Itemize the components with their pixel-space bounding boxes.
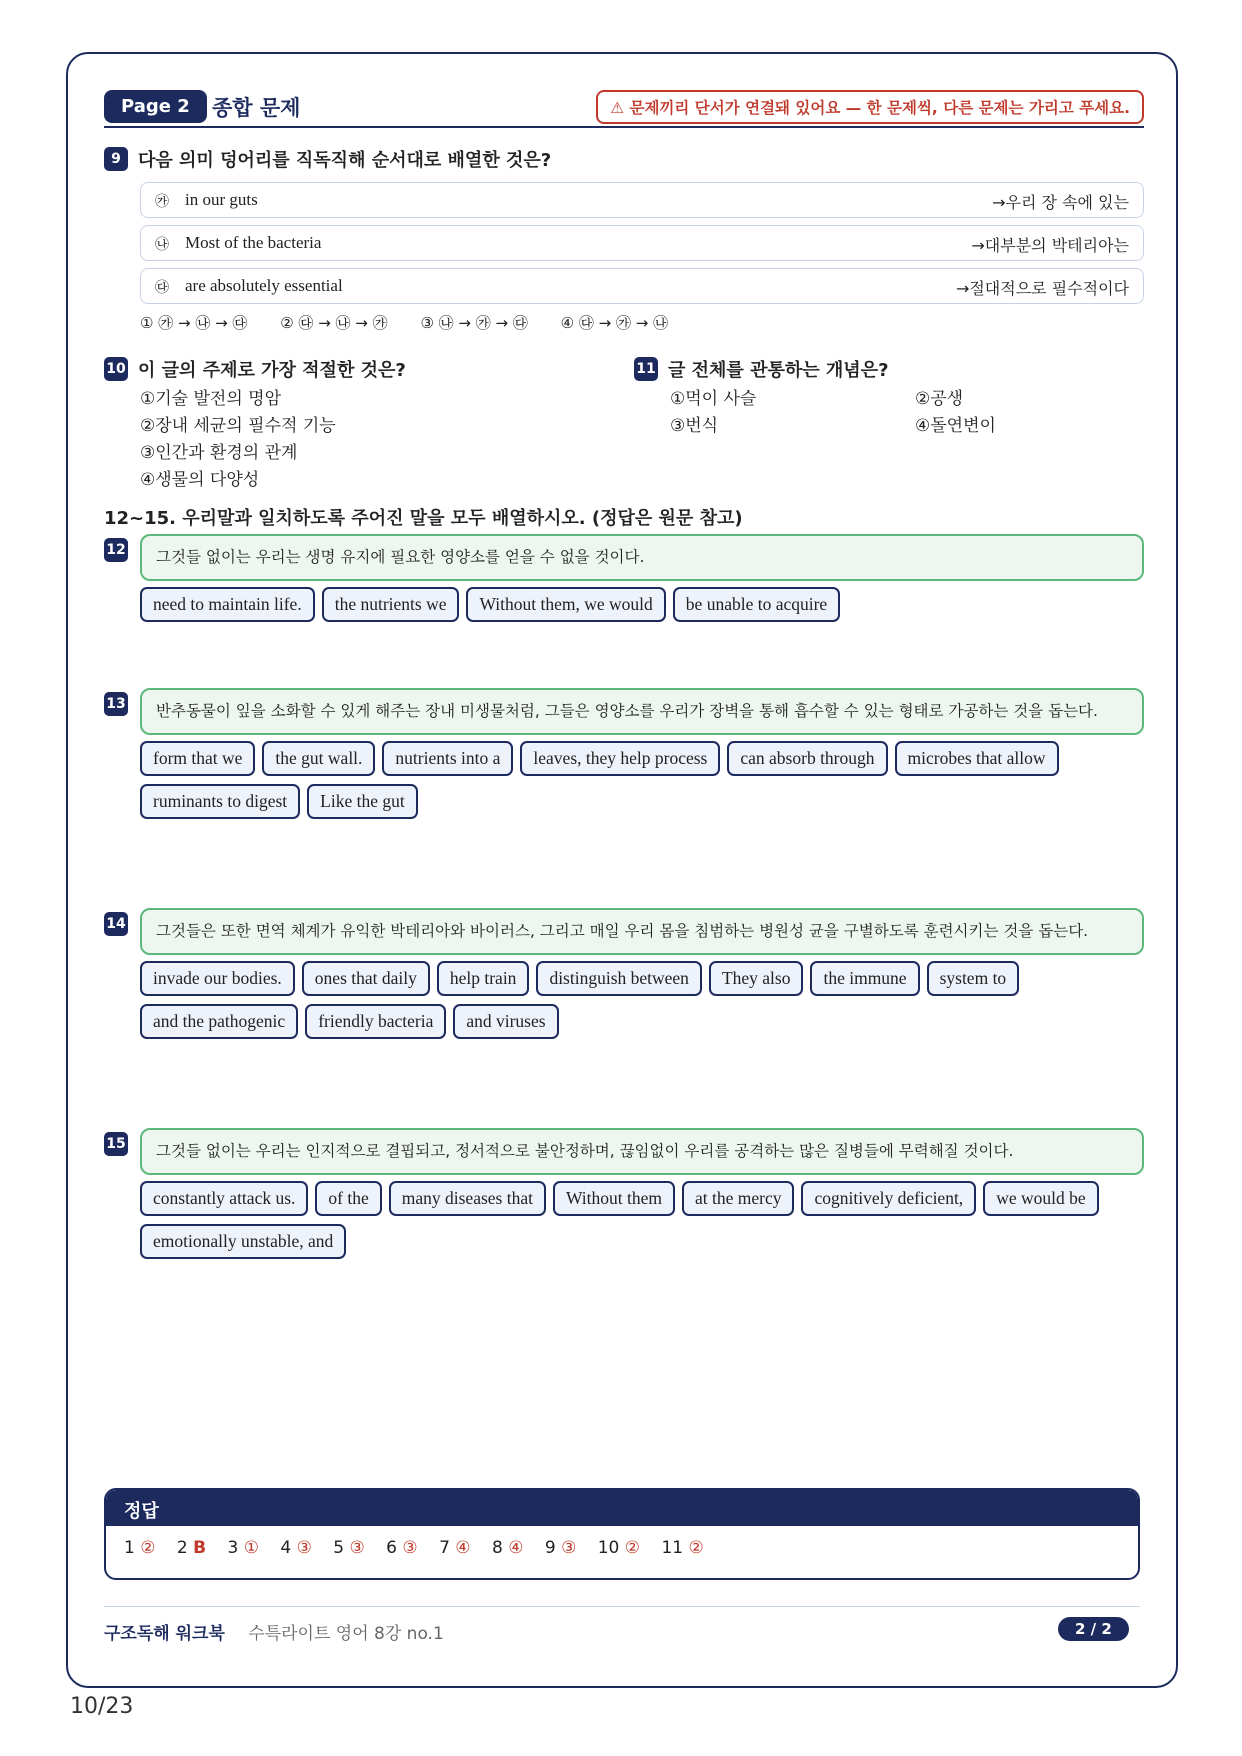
word-chip[interactable]: constantly attack us. [140,1181,308,1216]
option[interactable]: ①기술 발전의 명암 [140,389,282,409]
word-chip[interactable]: the immune [810,961,919,996]
word-chip[interactable]: ruminants to digest [140,784,300,819]
q9-options [140,312,1144,333]
option[interactable]: ① ㉮ → ㉯ → ㉰ [140,314,248,332]
word-chip[interactable]: at the mercy [682,1181,794,1216]
question-12 [104,534,1144,622]
page-header [104,88,1144,128]
question-number: 15 [104,1132,128,1156]
word-chip[interactable]: form that we [140,741,255,776]
word-chips [140,1181,1150,1259]
question-11 [634,356,1144,440]
chunk-english: Most of the bacteria [185,233,322,252]
korean-sentence: 반추동물이 잎을 소화할 수 있게 해주는 장내 미생물처럼, 그들은 영양소를 우리가 장벽을 통해 흡수할 수 있는 형태로 가공하는 것을 돕는다. [140,688,1144,735]
chunk-korean: →우리 장 속에 있는 [992,193,1129,212]
chunk-symbol: ㉯ [155,237,169,253]
question-number: 11 [634,357,658,381]
chunk-korean: →대부분의 박테리아는 [971,236,1129,255]
word-chip[interactable]: ones that daily [302,961,430,996]
answer-title: 정답 [106,1490,1138,1526]
question-number: 9 [104,147,128,171]
option[interactable]: ③번식 [670,416,719,436]
answer-item: 3 ① [227,1538,259,1558]
word-chip[interactable]: emotionally unstable, and [140,1224,346,1259]
question-number: 10 [104,357,128,381]
word-chip[interactable]: and the pathogenic [140,1004,298,1039]
word-chip[interactable]: distinguish between [536,961,702,996]
chunk-english: are absolutely essential [185,276,343,295]
word-chip[interactable]: the nutrients we [322,587,460,622]
option[interactable]: ③인간과 환경의 관계 [140,443,298,463]
option[interactable]: ②공생 [915,389,964,409]
chunk-symbol: ㉮ [155,194,169,210]
question-14 [104,908,1144,1039]
word-chips [140,587,1150,622]
word-chip[interactable]: system to [927,961,1020,996]
option[interactable]: ④생물의 다양성 [140,470,260,490]
document-page-count: 10/23 [70,1694,134,1719]
answer-item: 11 ② [661,1538,704,1558]
question-text: 글 전체를 관통하는 개념은? [668,360,889,381]
question-number: 13 [104,692,128,716]
question-text: 다음 의미 덩어리를 직독직해 순서대로 배열한 것은? [138,150,552,171]
chunk-korean: →절대적으로 필수적이다 [955,279,1129,298]
option[interactable]: ② ㉰ → ㉯ → ㉮ [280,314,388,332]
answer-item: 5 ③ [333,1538,365,1558]
question-text: 이 글의 주제로 가장 적절한 것은? [138,360,406,381]
footer [104,1619,444,1644]
word-chip[interactable]: nutrients into a [382,741,513,776]
option[interactable]: ①먹이 사슬 [670,389,757,409]
word-chip[interactable]: be unable to acquire [673,587,840,622]
answer-item: 9 ③ [544,1538,577,1558]
word-chips [140,741,1150,819]
word-chip[interactable]: leaves, they help process [520,741,720,776]
word-chip[interactable]: They also [709,961,804,996]
warning-notice: ⚠ 문제끼리 단서가 연결돼 있어요 — 한 문제씩, 다른 문제는 가리고 푸세요. [596,90,1144,124]
answer-item: 6 ③ [386,1538,418,1558]
footer-subtitle: 수특라이트 영어 8강 no.1 [248,1624,444,1644]
word-chip[interactable]: need to maintain life. [140,587,315,622]
answer-item: 1 ② [124,1538,156,1558]
answer-item: 2 B [176,1538,207,1558]
word-chip[interactable]: cognitively deficient, [801,1181,976,1216]
footer-divider [104,1606,1140,1607]
chunk-english: in our guts [185,190,258,209]
question-13 [104,688,1144,819]
section-title: 12~15. 우리말과 일치하도록 주어진 말을 모두 배열하시오. (정답은 원문 참고) [104,508,743,529]
answer-item: 10 ② [597,1538,641,1558]
word-chip[interactable]: Without them, we would [466,587,665,622]
question-15 [104,1128,1144,1259]
word-chip[interactable]: we would be [983,1181,1098,1216]
word-chips [140,961,1150,1039]
question-9 [104,146,1144,333]
option[interactable]: ②장내 세균의 필수적 기능 [140,416,336,436]
question-10 [104,356,624,494]
korean-sentence: 그것들 없이는 우리는 생명 유지에 필요한 영양소를 얻을 수 없을 것이다. [140,534,1144,581]
question-number: 12 [104,538,128,562]
chunk-symbol: ㉰ [155,280,169,296]
answer-list [106,1526,1138,1570]
option[interactable]: ④돌연변이 [915,416,996,436]
word-chip[interactable]: invade our bodies. [140,961,295,996]
word-chip[interactable]: friendly bacteria [305,1004,446,1039]
word-chip[interactable]: Like the gut [307,784,418,819]
page-title: 종합 문제 [212,96,301,120]
chunk-row [140,225,1144,261]
word-chip[interactable]: help train [437,961,530,996]
word-chip[interactable]: microbes that allow [895,741,1059,776]
word-chip[interactable]: of the [315,1181,381,1216]
chunk-row [140,268,1144,304]
footer-title: 구조독해 워크북 [104,1624,225,1644]
korean-sentence: 그것들 없이는 우리는 인지적으로 결핍되고, 정서적으로 불안정하며, 끊임없이 우리를 공격하는 많은 질병들에 무력해질 것이다. [140,1128,1144,1175]
page-badge: Page 2 [104,90,207,123]
word-chip[interactable]: the gut wall. [262,741,375,776]
answer-item: 4 ③ [280,1538,312,1558]
word-chip[interactable]: many diseases that [389,1181,546,1216]
chunk-row [140,182,1144,218]
word-chip[interactable]: Without them [553,1181,675,1216]
korean-sentence: 그것들은 또한 면역 체계가 유익한 박테리아와 바이러스, 그리고 매일 우리 몸을 침범하는 병원성 균을 구별하도록 훈련시키는 것을 돕는다. [140,908,1144,955]
word-chip[interactable]: and viruses [453,1004,558,1039]
option[interactable]: ④ ㉰ → ㉮ → ㉯ [560,314,669,332]
worksheet-content [104,88,1144,1251]
option[interactable]: ③ ㉯ → ㉮ → ㉰ [420,314,528,332]
answer-box [104,1488,1140,1580]
page-number-badge: 2 / 2 [1058,1617,1129,1641]
answer-item: 8 ④ [491,1538,524,1558]
answer-item: 7 ④ [439,1538,471,1558]
question-number: 14 [104,912,128,936]
word-chip[interactable]: can absorb through [727,741,887,776]
